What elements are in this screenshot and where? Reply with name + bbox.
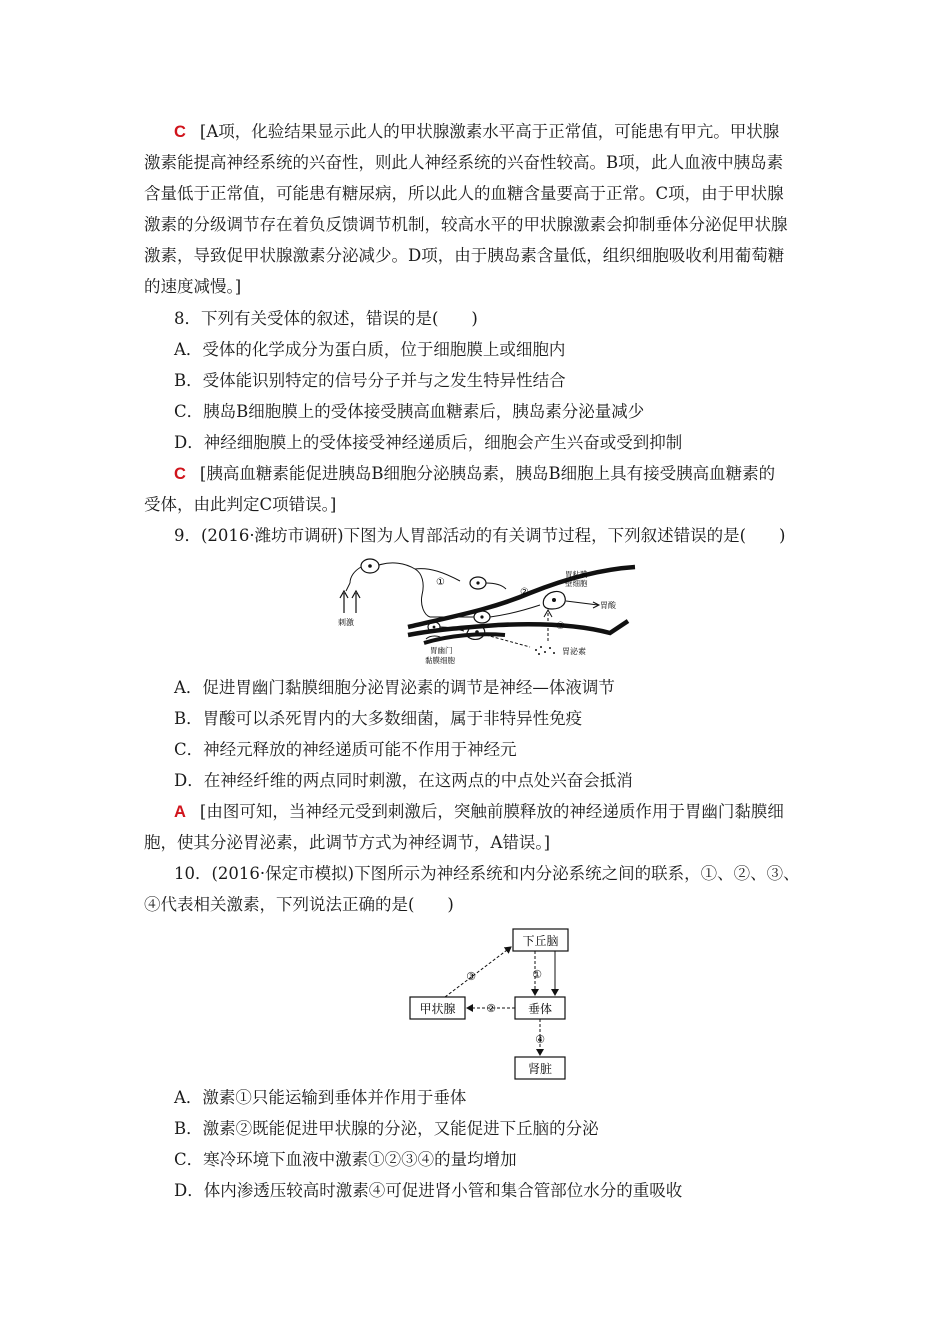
q8-option-a: A．受体的化学成分为蛋白质，位于细胞膜上或细胞内: [174, 340, 566, 359]
q9-stem: 9．(2016·潍坊市调研)下图为人胃部活动的有关调节过程，下列叙述错误的是( ): [174, 526, 786, 545]
parietal-label-2: 壁细胞: [565, 579, 588, 588]
stomach-regulation-figure: [330, 555, 640, 667]
q10-option-d: D．体内渗透压较高时激素④可促进肾小管和集合管部位水分的重吸收: [174, 1181, 683, 1200]
q7-explanation-line-3: 含量低于正常值，可能患有糖尿病，所以此人的血糖含量要高于正常。C项，由于甲状腺: [144, 184, 784, 203]
q9-option-b: B．胃酸可以杀死胃内的大多数细菌，属于非特异性免疫: [174, 709, 583, 728]
q7-answer: C: [174, 123, 186, 141]
q8-option-d: D．神经细胞膜上的受体接受神经递质后，细胞会产生兴奋或受到抑制: [174, 433, 683, 452]
gastric-acid-label: 胃酸: [600, 601, 616, 610]
q9-option-c: C．神经元释放的神经递质可能不作用于神经元: [174, 740, 517, 759]
q7-explanation-line-4: 激素的分级调节存在着负反馈调节机制，较高水平的甲状腺激素会抑制垂体分泌促甲状腺: [144, 215, 788, 234]
mark-3: ③: [556, 621, 565, 632]
q9-explanation-line-1: A [由图可知，当神经元受到刺激后，突触前膜释放的神经递质作用于胃幽门黏膜细: [174, 802, 784, 821]
q9-option-a: A．促进胃幽门黏膜细胞分泌胃泌素的调节是神经—体液调节: [174, 678, 615, 697]
mark-2: ②: [520, 587, 529, 598]
q8-option-c: C．胰岛B细胞膜上的受体接受胰高血糖素后，胰岛素分泌量减少: [174, 402, 645, 421]
q7-explanation-line-2: 激素能提高神经系统的兴奋性，则此人神经系统的兴奋性较高。B项，此人血液中胰岛素: [144, 153, 784, 172]
stimulus-label: 刺激: [338, 618, 354, 627]
hormone-4: ④: [535, 1033, 545, 1046]
parietal-label-1: 胃粘膜: [565, 570, 588, 579]
q9-answer: A: [174, 803, 186, 821]
q8-explanation-line-1: C [胰高血糖素能促进胰岛B细胞分泌胰岛素，胰岛B细胞上具有接受胰高血糖素的: [174, 464, 776, 483]
q8-stem: 8．下列有关受体的叙述，错误的是( ): [174, 309, 478, 328]
kidney-label: 肾脏: [527, 1062, 553, 1076]
q7-explanation-line-6: 的速度减慢。]: [144, 277, 242, 296]
hormone-1: ①: [532, 968, 542, 981]
q8-option-b: B．受体能识别特定的信号分子并与之发生特异性结合: [174, 371, 566, 390]
q10-stem-line-1: 10．(2016·保定市模拟)下图所示为神经系统和内分泌系统之间的联系，①、②、③、: [174, 864, 800, 883]
q10-option-c: C．寒冷环境下血液中激素①②③④的量均增加: [174, 1150, 517, 1169]
q9-option-d: D．在神经纤维的两点同时刺激，在这两点的中点处兴奋会抵消: [174, 771, 633, 790]
gastrin-label: 胃泌素: [562, 647, 586, 656]
thyroid-label: 甲状腺: [419, 1002, 456, 1016]
hypothalamus-label: 下丘脑: [522, 934, 559, 948]
q9-explanation-line-2: 胞，使其分泌胃泌素，此调节方式为神经调节，A错误。]: [144, 833, 551, 852]
q8-answer: C: [174, 465, 186, 483]
pyloric-label-1: 胃幽门: [430, 646, 453, 655]
hormone-3: ③: [466, 970, 476, 983]
q7-explanation-line-5: 激素，导致促甲状腺激素分泌减少。D项，由于胰岛素含量低，组织细胞吸收利用葡萄糖: [144, 246, 785, 265]
q8-explanation-line-2: 受体，由此判定C项错误。]: [144, 495, 337, 514]
pyloric-label-2: 黏膜细胞: [425, 656, 455, 665]
endocrine-relationship-figure: [405, 925, 585, 1085]
mark-1: ①: [436, 577, 445, 588]
q7-explanation-line-1: C [A项，化验结果显示此人的甲状腺激素水平高于正常值，可能患有甲亢。甲状腺: [174, 122, 780, 141]
q10-stem-line-2: ④代表相关激素，下列说法正确的是( ): [144, 895, 454, 914]
q10-option-b: B．激素②既能促进甲状腺的分泌，又能促进下丘脑的分泌: [174, 1119, 599, 1138]
hormone-2: ②: [486, 1002, 496, 1015]
q10-option-a: A．激素①只能运输到垂体并作用于垂体: [174, 1088, 467, 1107]
pituitary-label: 垂体: [527, 1002, 553, 1016]
